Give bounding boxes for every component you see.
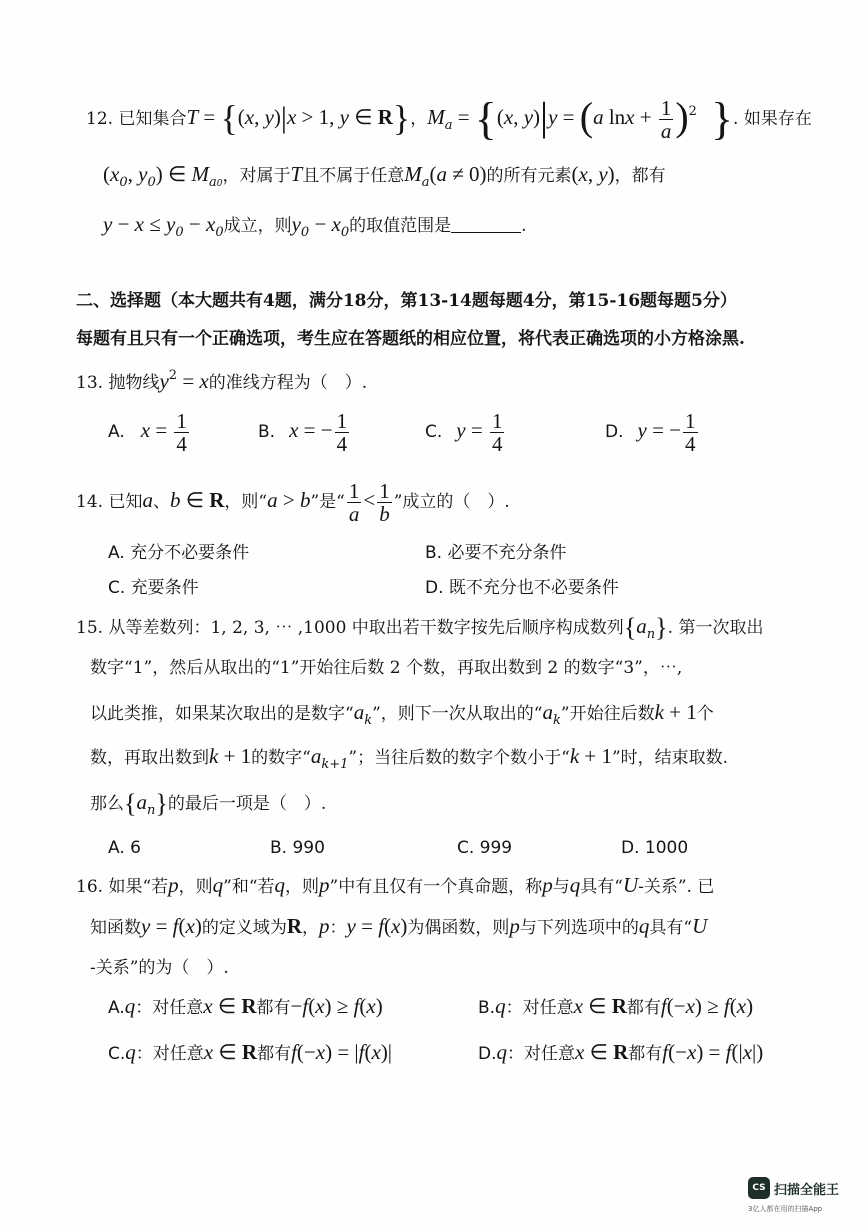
q13-stem: 13. 抛物线$y^2 = x$的准线方程为（ ）. xyxy=(76,368,368,393)
q15-option-b[interactable]: B. 990 xyxy=(270,838,325,858)
watermark-tagline: 3亿人都在用的扫描App xyxy=(748,1205,823,1213)
cs-logo-icon: CS xyxy=(748,1177,770,1199)
q16-option-b[interactable]: B.q：对任意x ∈ R都有f(−x) ≥ f(x) xyxy=(478,994,754,1018)
q14-option-a[interactable]: A. 充分不必要条件 xyxy=(108,543,250,563)
q12-line3: $y - x \le y_0 - x_0$成立，则$y_0 - x_0$的取值范围是 . xyxy=(103,212,527,240)
q14-option-d[interactable]: D. 既不充分也不必要条件 xyxy=(425,578,619,598)
q16-option-d[interactable]: D.q：对任意x ∈ R都有f(−x) = f(|x|) xyxy=(478,1040,764,1064)
q16-option-c[interactable]: C.q：对任意x ∈ R都有f(−x) = |f(x)| xyxy=(108,1040,393,1064)
q15-option-d[interactable]: D. 1000 xyxy=(621,838,689,858)
q13-option-a[interactable]: A. x = $\frac{1}{4}$ xyxy=(108,409,187,456)
answer-blank xyxy=(451,232,521,233)
q16-line2: 知函数y = f(x)的定义域为R，p：y = f(x)为偶函数，则p与下列选项中的q具有“U xyxy=(90,914,708,938)
q15-line3: 以此类推，如果某次取出的是数字“$a_k$”，则下一次从取出的“$a_k$”开始往后数k + 1个 xyxy=(90,700,714,728)
q16-line3: -关系”的为（ ）. xyxy=(90,958,229,978)
q15-option-a[interactable]: A. 6 xyxy=(108,838,141,858)
q15-option-c[interactable]: C. 999 xyxy=(457,838,513,858)
q13-option-b[interactable]: B. x = − $\frac{1}{4}$ xyxy=(258,409,348,456)
scanner-watermark xyxy=(748,1177,858,1217)
q16-line1: 16. 如果“若p，则q”和“若q，则p”中有且仅有一个真命题，称p与q具有“U-关系”. 已 xyxy=(76,873,715,897)
q15-line5: 那么$\{a_n\}$的最后一项是（ ）. xyxy=(90,789,327,818)
q12-frac: $\frac{1}{a}$ xyxy=(660,96,672,143)
q12-number: 12. xyxy=(86,109,114,129)
q12-line1: 12. 已知集合T = {(x, y)|x > 1, y ∈ R}，$M_a = \{(x$, y)|y = (a lnx + $\frac{1}{a}$ )$^2$ }. 如果存在 xyxy=(86,93,812,144)
q13-option-c[interactable]: C. y = $\frac{1}{4}$ xyxy=(425,409,503,456)
q15-line1: 15. 从等差数列：1, 2, 3, ⋯ ,1000 中取出若干数字按先后顺序构成数列$\{a_n\}$. 第一次取出 xyxy=(76,613,764,642)
q14-option-c[interactable]: C. 充要条件 xyxy=(108,578,199,598)
watermark-name: 扫描全能王 xyxy=(774,1183,840,1198)
q15-line2: 数字“1”，然后从取出的“1”开始往后数 2 个数，再取出数到 2 的数字“3”，⋯, xyxy=(90,658,683,678)
q13-option-d[interactable]: D. y = − $\frac{1}{4}$ xyxy=(605,409,696,456)
q15-line4: 数，再取出数到k + 1的数字“$a_{k+1}$”；当往后数的数字个数小于“k + 1”时，结束取数. xyxy=(90,744,729,772)
q16-option-a[interactable]: A.q：对任意x ∈ R都有−f(x) ≥ f(x) xyxy=(108,994,383,1018)
q12-line2: ($x_0$, $y_0$) ∈ $M_{a0}$，对属于T且不属于任意$M_a(a \ne 0)$的所有元素(x, y)，都有 xyxy=(103,162,666,190)
q12-text: 已知集合 xyxy=(118,109,187,129)
q14-option-b[interactable]: B. 必要不充分条件 xyxy=(425,543,567,563)
section2-title: 二、选择题（本大题共有4题，满分18分，第13-14题每题4分，第15-16题每题5分） xyxy=(76,291,737,311)
section2-instruction: 每题有且只有一个正确选项，考生应在答题纸的相应位置，将代表正确选项的小方格涂黑. xyxy=(76,329,745,349)
q14-stem: 14. 已知a、b ∈ R，则“a > b”是“ $\frac{1}{a}$ < $\frac{1}{b}$ ”成立的（ ）. xyxy=(76,479,510,526)
